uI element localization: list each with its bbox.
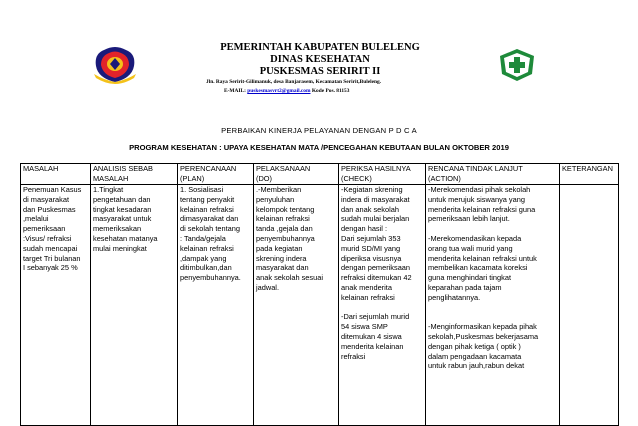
cell-action xyxy=(426,185,560,426)
cell-line: 1.Tingkat xyxy=(93,185,124,194)
cell-line: ditimbulkan,dan xyxy=(180,263,232,273)
column-header-analisis xyxy=(91,164,178,185)
cell-keterangan xyxy=(560,185,619,426)
cell-line: jadwal. xyxy=(256,282,280,292)
cell-line: penglihatannya. xyxy=(428,292,481,302)
letterhead-address: Jln. Raya Seririt-Gilimanuk, desa Banjarasem, Kecamatan Seririt,Buleleng. xyxy=(206,79,382,85)
cell-line: murid SD/MI yang xyxy=(341,243,401,253)
cell-line: -Menginformasikan kepada pihak xyxy=(428,322,537,332)
cell-line: I sebanyak 25 % xyxy=(23,263,78,273)
cell-line: :Visus/ refraksi xyxy=(23,233,72,243)
cell-line xyxy=(428,224,557,234)
column-header-line: (PLAN) xyxy=(180,173,205,183)
cell-line: penyembuhannya xyxy=(256,233,315,243)
cell-line: anak menderita xyxy=(341,282,392,292)
column-header-keterangan xyxy=(560,164,619,185)
cell-line: penyembuhannya. xyxy=(180,273,241,283)
column-header-masalah xyxy=(21,164,91,185)
cell-line: .-Memberikan xyxy=(256,185,302,194)
pdca-table xyxy=(20,163,619,426)
cell-line: dan anak sekolah xyxy=(341,204,399,214)
column-header-line: RENCANA TINDAK LANJUT xyxy=(428,164,523,173)
column-header-line: (ACTION) xyxy=(428,173,461,183)
cell-line: ,melalui xyxy=(23,214,49,224)
column-header-line: ANALISIS SEBAB xyxy=(93,164,153,173)
program-title: PROGRAM KESEHATAN : UPAYA KESEHATAN MATA /PENCEGAHAN KEBUTAAN BULAN OKTOBER 2019 xyxy=(129,143,509,152)
cell-line: ,dampak yang xyxy=(180,253,227,263)
email-link[interactable]: puskesmasvrt2@gmail.com xyxy=(247,88,311,94)
cell-line: sekolah,Puskesmas bekerjasama xyxy=(428,331,539,341)
cell-line: skrening indera xyxy=(256,253,307,263)
puskesmas-cross-icon xyxy=(498,48,536,82)
letterhead xyxy=(150,42,490,95)
cell-do xyxy=(254,185,339,426)
cell-line: masyarakat dan xyxy=(256,263,309,273)
column-header-do xyxy=(254,164,339,185)
cell-line: dimasyarakat dan xyxy=(180,214,239,224)
cell-line: untuk rabun jauh,rabun dekat xyxy=(428,361,525,371)
cell-line: dengan pemeriksaan xyxy=(341,263,411,273)
cell-line: kelainan refraksi xyxy=(180,243,234,253)
cell-line: 54 siswa SMP xyxy=(341,322,388,332)
cell-line: pada kegiatan xyxy=(256,243,303,253)
table-row xyxy=(21,185,619,426)
column-header-line: PERENCANAAN xyxy=(180,164,237,173)
cell-line: menderita kelainan refraksi guna xyxy=(428,204,536,214)
cell-line: mulai meningkat xyxy=(93,243,147,253)
cell-line: -Merekomendasikan kepada xyxy=(428,233,522,243)
cell-line: -Dari sejumlah murid xyxy=(341,312,410,322)
column-header-plan xyxy=(178,164,254,185)
cell-line: menderita kelainan xyxy=(341,341,404,351)
cell-line: -Kegiatan skrening xyxy=(341,185,403,194)
cell-line: refraksi xyxy=(341,351,366,361)
cell-masalah xyxy=(21,185,91,426)
column-header-check xyxy=(339,164,426,185)
cell-line: dengan hasil : xyxy=(341,224,388,234)
cell-line: dan Puskesmas xyxy=(23,204,76,214)
cell-line: diperiksa visusnya xyxy=(341,253,402,263)
column-header-line: (DO) xyxy=(256,173,273,183)
cell-line: target Tri bulanan xyxy=(23,253,81,263)
cell-line: dengan pihak ketiga ( optik ) xyxy=(428,341,521,351)
cell-line: pemeriksaan xyxy=(23,224,66,234)
cell-line: tentang penyakit xyxy=(180,194,235,204)
column-header-line: MASALAH xyxy=(93,173,129,183)
postal-code: Kode Pos. 81153 xyxy=(311,88,350,94)
column-header-action xyxy=(426,164,560,185)
cell-line: 1. Sosialisasi xyxy=(180,185,224,194)
cell-line: di masyarakat xyxy=(23,194,70,204)
cell-line: guna menghindari tingkat xyxy=(428,273,511,283)
document-title: PERBAIKAN KINERJA PELAYANAN DENGAN P D C A xyxy=(221,126,417,135)
email-label: E-MAIL: xyxy=(224,88,246,94)
regency-emblem-icon xyxy=(92,44,138,84)
cell-line: Penemuan Kasus xyxy=(23,185,82,194)
cell-line: orang tua wali murid yang xyxy=(428,243,513,253)
letterhead-contact xyxy=(150,87,490,95)
cell-line: : Tanda/gejala xyxy=(180,233,226,243)
cell-analisis xyxy=(91,185,178,426)
column-header-line: PELAKSANAAN xyxy=(256,164,311,173)
cell-line: kelainan refraksi xyxy=(256,214,310,224)
cell-line: -Merekomendasi pihak sekolah xyxy=(428,185,531,194)
cell-line: tingkat kesadaran xyxy=(93,204,152,214)
cell-line: menderita kelainan refraksi untuk xyxy=(428,253,537,263)
table-header-row xyxy=(21,164,619,185)
cell-line: tanda ,gejala dan xyxy=(256,224,313,234)
cell-line: kelainan refraksi xyxy=(341,292,395,302)
cell-line: penyuluhan xyxy=(256,194,295,204)
cell-line: sudah mulai berjalan xyxy=(341,214,410,224)
cell-check xyxy=(339,185,426,426)
column-header-line: PERIKSA HASILNYA xyxy=(341,164,411,173)
cell-line: memeriksakan xyxy=(93,224,142,234)
cell-plan xyxy=(178,185,254,426)
cell-line: untuk merujuk siswanya yang xyxy=(428,194,525,204)
column-header-line: MASALAH xyxy=(23,164,59,173)
cell-line: kelompok tentang xyxy=(256,204,315,214)
cell-line: Dari sejumlah 353 xyxy=(341,233,401,243)
cell-line: pengetahuan dan xyxy=(93,194,151,204)
cell-line: ditemukan 4 siswa xyxy=(341,331,402,341)
column-header-line: KETERANGAN xyxy=(562,164,613,173)
cell-line xyxy=(428,303,557,313)
letterhead-government: PEMERINTAH KABUPATEN BULELENG xyxy=(220,42,420,53)
cell-line: masyarakat untuk xyxy=(93,214,152,224)
cell-line: kesehatan matanya xyxy=(93,233,158,243)
cell-line: sudah mencapai xyxy=(23,243,78,253)
column-header-line: (CHECK) xyxy=(341,173,372,183)
cell-line: membelikan kacamata koreksi xyxy=(428,263,528,273)
cell-line xyxy=(341,303,423,313)
cell-line: keparahan pada tajam xyxy=(428,282,502,292)
cell-line: kelainan refraksi xyxy=(180,204,234,214)
cell-line: dalam pengadaan kacamata xyxy=(428,351,522,361)
cell-line: refraksi ditemukan 42 xyxy=(341,273,412,283)
letterhead-department: DINAS KESEHATAN xyxy=(270,54,370,65)
letterhead-clinic: PUSKESMAS SERIRIT II xyxy=(259,66,381,77)
cell-line: di sekolah tentang xyxy=(180,224,240,234)
cell-line: pemeriksaan lebih lanjut. xyxy=(428,214,510,224)
cell-line: anak sekolah sesuai xyxy=(256,273,323,283)
cell-line xyxy=(428,312,557,322)
cell-line: indera di masyarakat xyxy=(341,194,410,204)
